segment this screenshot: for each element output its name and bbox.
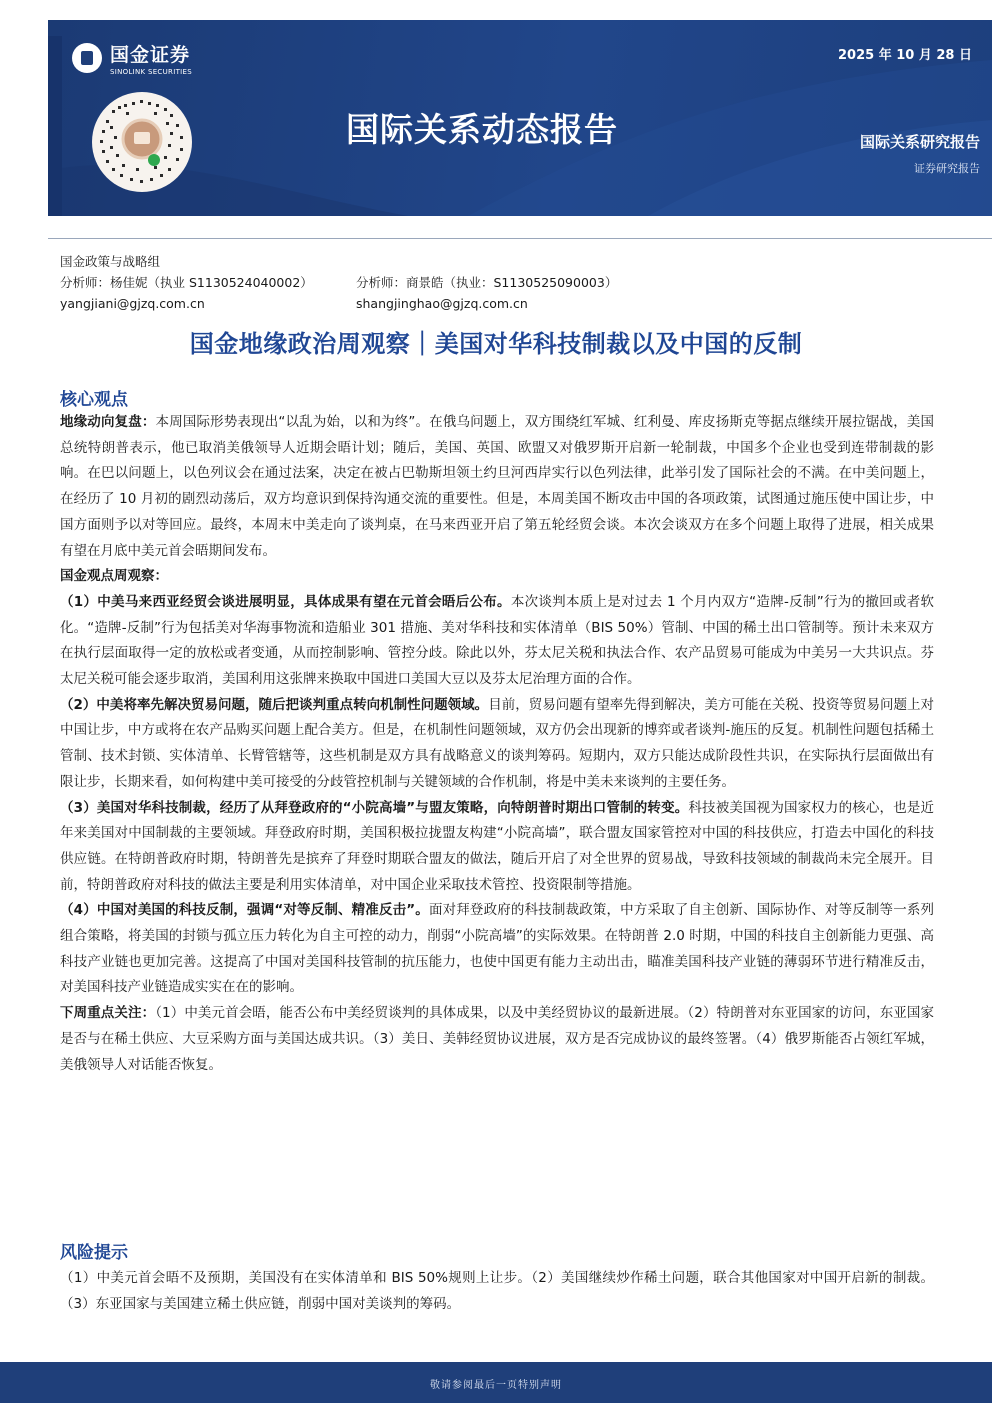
- risk-text: （1）中美元首会晤不及预期，美国没有在实体清单和 BIS 50%规则上让步。（2）美国继续炒作稀土问题，联合其他国家对中国开启新的制裁。（3）东亚国家与美国建立稀土供应链，削弱中国对美谈判的筹码。: [60, 1270, 934, 1312]
- lead-next-week: 下周重点关注：: [60, 1005, 156, 1022]
- header-divider: [48, 238, 992, 239]
- risk-title: 风险提示: [60, 1243, 128, 1263]
- lead-point-3: （3）美国对华科技制裁，经历了从拜登政府的“小院高墙”与盟友策略，向特朗普时期出口管制的转变。: [60, 799, 689, 816]
- paragraph-point-4: [60, 898, 934, 1001]
- paragraph-review: [60, 410, 934, 564]
- risk-body: [60, 1266, 934, 1317]
- text-point-3: 科技被美国视为国家权力的核心，也是近年来美国对中国制裁的主要领域。拜登政府时期，美国积极拉拢盟友构建“小院高墙”，联合盟友国家管控对中国的科技供应，打造去中国化的科技供应链。在特朗普政府时期，特朗普先是摈弃了拜登时期联合盟友的做法，随后开启了对全世界的贸易战，导致科技领域的制裁尚未完全展开。目前，特朗普政府对科技的做法主要是利用实体清单，对中国企业采取技术管控、投资限制等措施。: [60, 799, 935, 893]
- paragraph-point-2: [60, 693, 934, 796]
- banner-left-strip: [48, 36, 62, 216]
- report-type: 国际关系研究报告: [859, 133, 980, 151]
- lead-point-4: （4）中国对美国的科技反制，强调“对等反制、精准反击”。: [60, 902, 429, 919]
- company-logo: [72, 40, 192, 76]
- paragraph-next-week: [60, 1001, 934, 1078]
- lead-point-1: （1）中美马来西亚经贸会谈进展明显，具体成果有望在元首会晤后公布。: [60, 593, 511, 610]
- paragraph-point-3: [60, 796, 934, 899]
- lead-point-2: （2）中美将率先解决贸易问题，随后把谈判重点转向机制性问题领域。: [60, 696, 489, 713]
- footer-bar: [0, 1362, 992, 1403]
- text-point-1: 本次谈判本质上是对过去 1 个月内双方“造牌-反制”行为的撤回或者软化。“造牌-反制”行为包括美对华海事物流和造船业 301 措施、美对华科技和实体清单（BIS 50%）管制、中国的稀土出口管制等。预计未来双方在执行层面取得一定的放松或者变通，从而控制影响、管控分歧。除此以外，芬太尼关税和执法合作、农产品贸易可能成为中美另一大共识点。芬太尼关税可能会逐步取消，美国利用这张牌来换取中国进口美国大豆以及芬太尼治理方面的合作。: [60, 593, 934, 688]
- logo-en-text: SINOLINK SECURITIES: [110, 68, 192, 76]
- footer-disclaimer: 敬请参阅最后一页特别声明: [430, 1380, 562, 1391]
- analyst-2-email[interactable]: shangjinghao@gjzq.com.cn: [356, 296, 528, 311]
- core-views-title: 核心观点: [60, 390, 128, 410]
- analyst-info: [60, 251, 618, 314]
- qr-code-icon: [92, 92, 192, 192]
- report-headline: 国金地缘政治周观察｜美国对华科技制裁以及中国的反制: [189, 330, 803, 358]
- analyst-1-email[interactable]: yangjiani@gjzq.com.cn: [60, 296, 205, 311]
- lead-review: 地缘动向复盘：: [60, 414, 156, 430]
- text-point-2: 目前，贸易问题有望率先得到解决，美方可能在关税、投资等贸易问题上对中国让步，中方或将在农产品购买问题上配合美方。但是，在机制性问题领域，双方仍会出现新的博弈或者谈判-施压的反复。机制性问题包括稀土管制、技术封锁、实体清单、长臂管辖等，这些机制是双方具有战略意义的谈判筹码。短期内，双方只能达成阶段性共识，在实际执行层面做出有限让步，长期来看，如何构建中美可接受的分歧管控机制与关键领域的合作机制，将是中美未来谈判的主要任务。: [60, 696, 934, 790]
- analyst-2: 分析师：商景皓（执业：S1130525090003）: [356, 275, 618, 290]
- text-next-week: （1）中美元首会晤，能否公布中美经贸谈判的具体成果，以及中美经贸协议的最新进展。（2）特朗普对东亚国家的访问，东亚国家是否与在稀土供应、大豆采购方面与美国达成共识。（3）美日、美韩经贸协议进展，双方是否完成协议的最终签署。（4）俄罗斯能否占领红军城，美俄领导人对话能否恢复。: [60, 1005, 934, 1073]
- lead-weekly: 国金观点周观察：: [60, 568, 168, 585]
- analyst-1: 分析师：杨佳妮（执业 S1130524040002）: [60, 275, 313, 290]
- report-title: 国际关系动态报告: [346, 110, 618, 149]
- text-review: 本周国际形势表现出“以乱为始，以和为终”。在俄乌问题上，双方围绕红军城、红利曼、库皮扬斯克等据点继续开展拉锯战，美国总统特朗普表示，他已取消美俄领导人近期会晤计划；随后，美国、英国、欧盟又对俄罗斯开启新一轮制裁，中国多个企业也受到连带制裁的影响。在巴以问题上，以色列议会在通过法案，决定在被占巴勒斯坦领土约旦河西岸实行以色列法律，此举引发了国际社会的不满。在中美问题上，在经历了 10 月初的剧烈动荡后，双方均意识到保持沟通交流的重要性。但是，本周美国不断攻击中国的各项政策，试图通过施压使中国让步，中国方面则予以对等回应。最终，本周末中美走向了谈判桌，在马来西亚开启了第五轮经贸会谈。本次会谈双方在多个问题上取得了进展，相关成果有望在月底中美元首会晤期间发布。: [60, 414, 934, 559]
- core-views-body: [60, 410, 934, 1078]
- report-subtitle: 证券研究报告: [914, 162, 980, 175]
- paragraph-weekly-lead: [60, 564, 934, 590]
- paragraph-point-1: [60, 590, 934, 693]
- report-date: 2025 年 10 月 28 日: [838, 48, 972, 63]
- logo-mark-icon: [72, 43, 102, 73]
- logo-cn-text: 国金证券: [110, 44, 191, 66]
- research-group: 国金政策与战略组: [60, 254, 161, 269]
- text-point-4: 面对拜登政府的科技制裁政策，中方采取了自主创新、国际协作、对等反制等一系列组合策略，将美国的封锁与孤立压力转化为自主可控的动力，削弱“小院高墙”的实际效果。在特朗普 2.0 时期，中国的科技自主创新能力更强、高科技产业链也更加完善。这提高了中国对美国科技管制的抗压能力，也使中国更有能力主动出击，瞄准美国科技产业链的薄弱环节进行精准反击，对美国科技产业链造成实实在在的影响。: [60, 902, 934, 996]
